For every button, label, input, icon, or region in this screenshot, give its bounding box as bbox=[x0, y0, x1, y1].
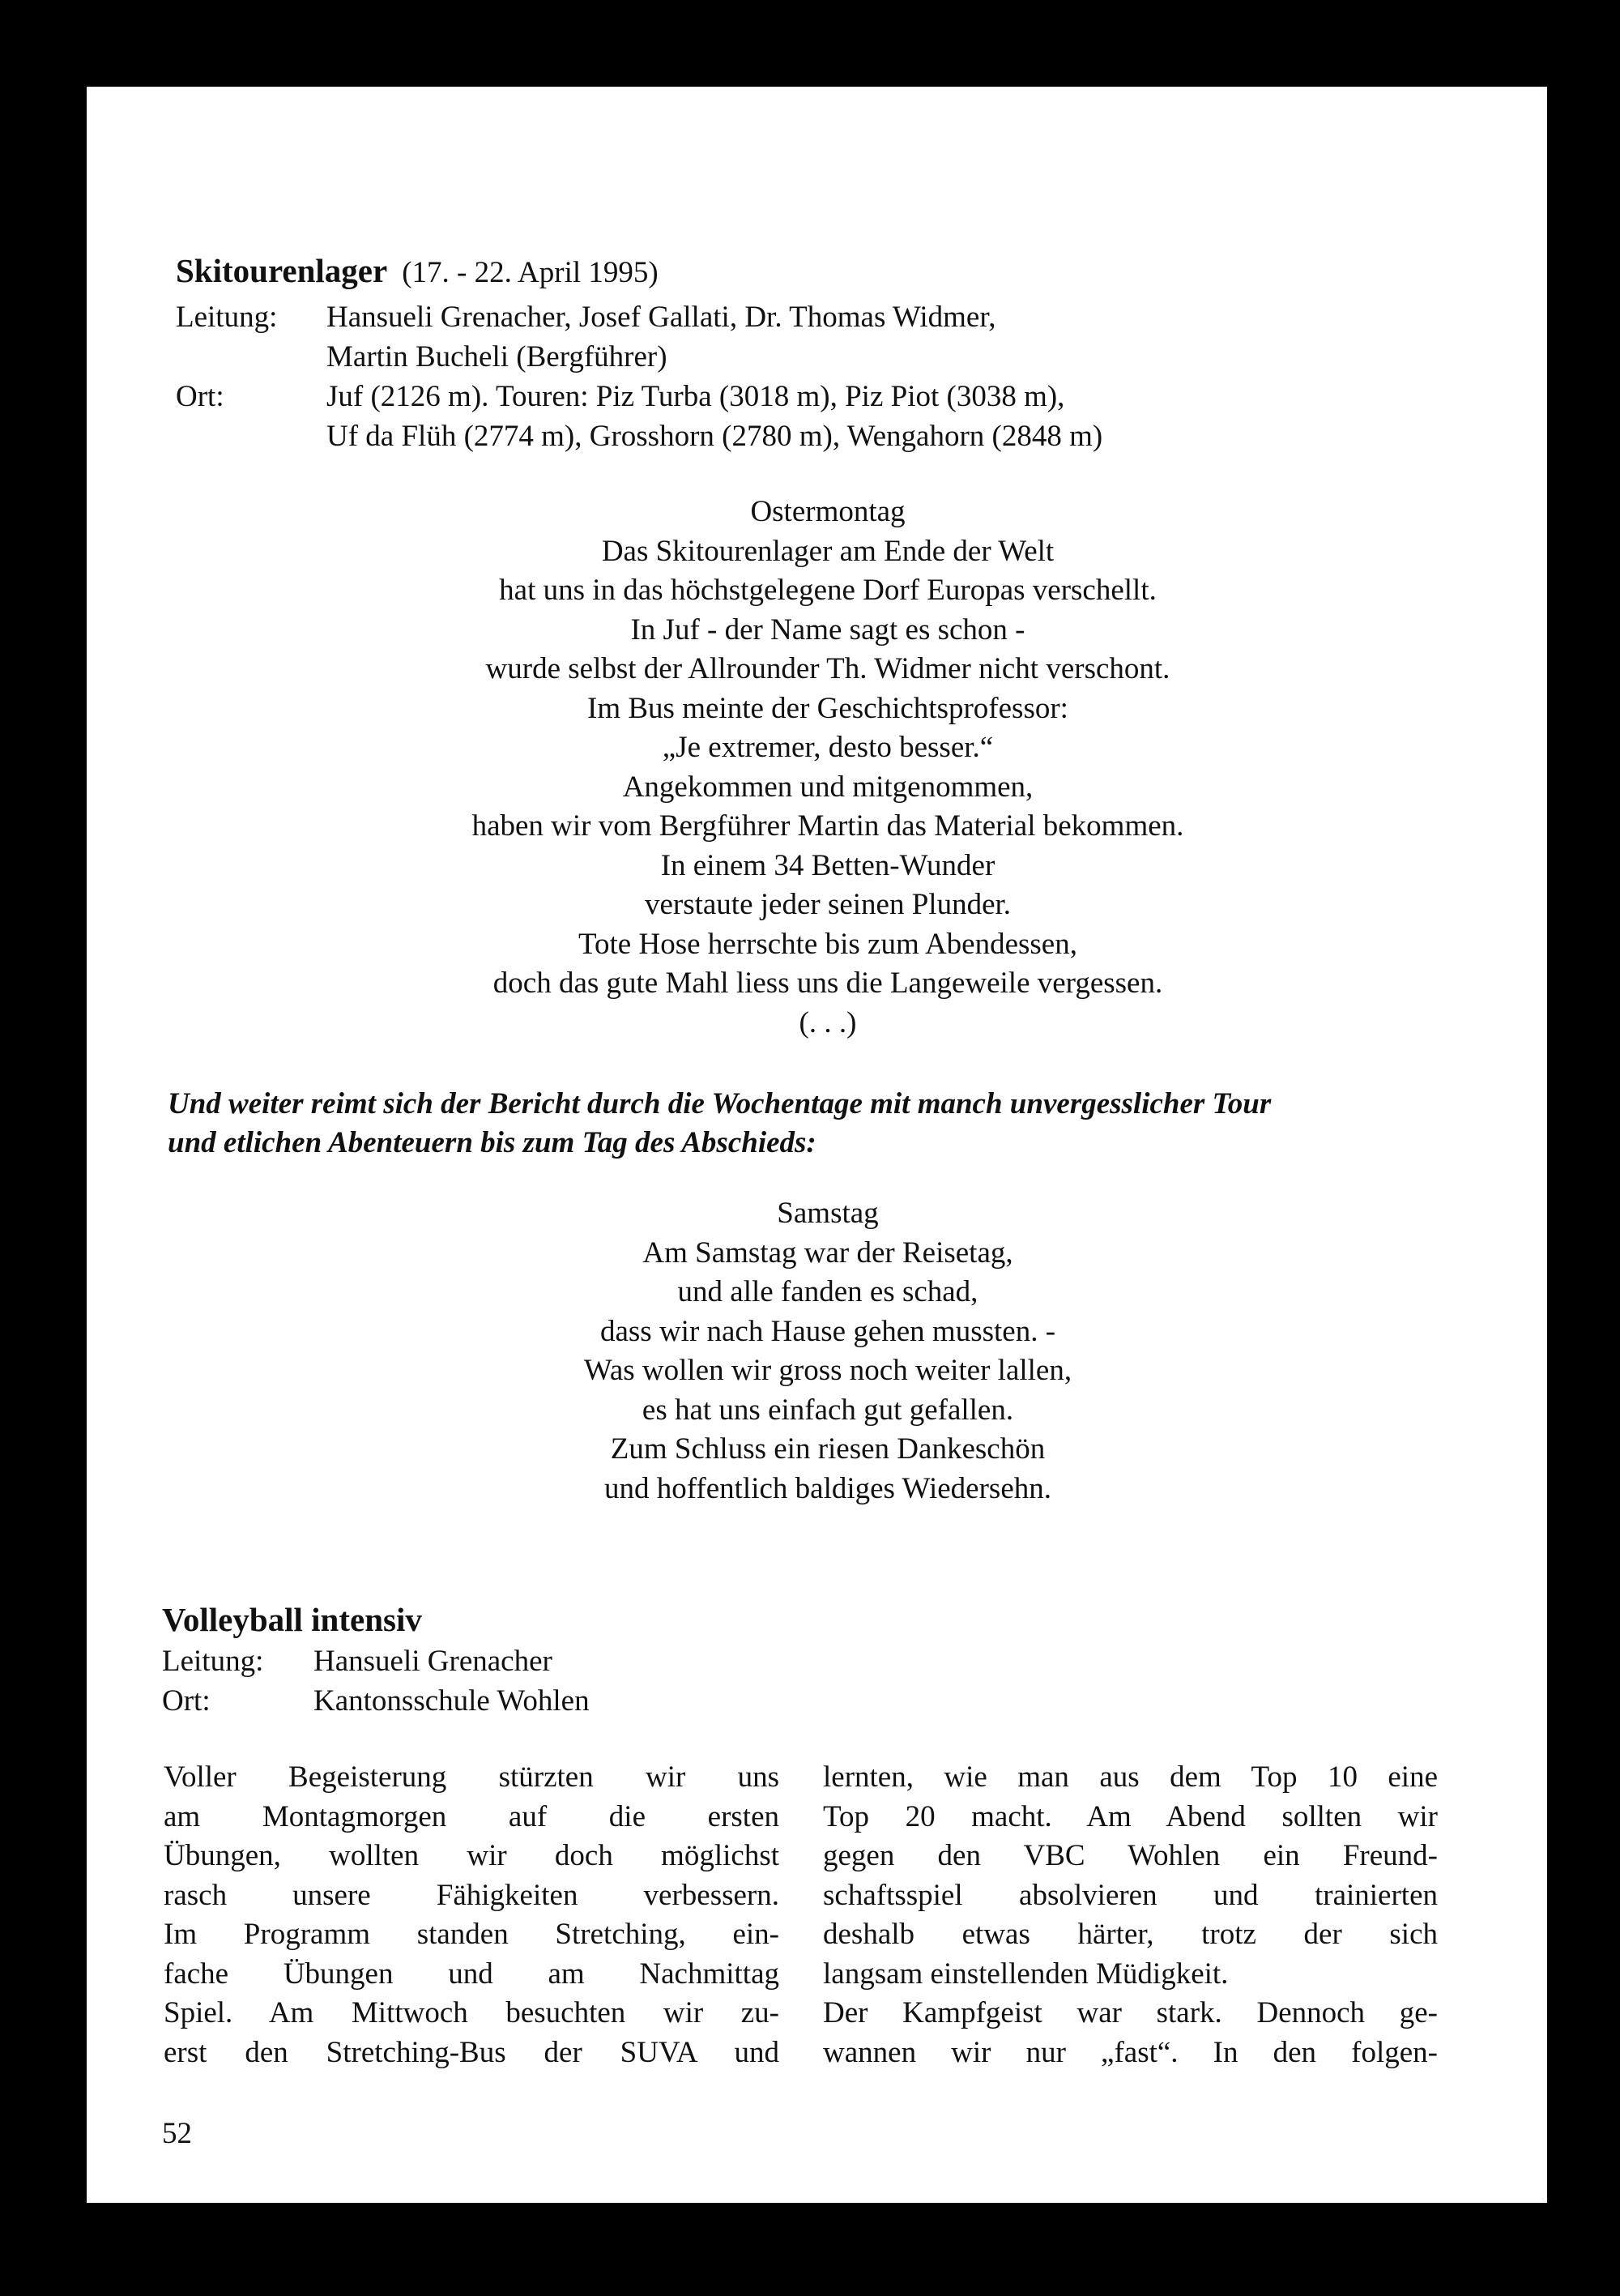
poem-line: „Je extremer, desto besser.“ bbox=[662, 731, 994, 764]
interlude-line-1: Und weiter reimt sich der Bericht durch die Wochentage mit manch unvergesslicher Tour bbox=[168, 1087, 1272, 1120]
ski-date: (17. - 22. April 1995) bbox=[402, 256, 659, 289]
page-number: 52 bbox=[162, 2117, 192, 2150]
ski-leitung-label: Leitung: bbox=[176, 301, 278, 334]
ski-ort-label: Ort: bbox=[176, 380, 224, 413]
paragraph-line: Spiel. Am Mittwoch besuchten wir zu- bbox=[164, 1996, 779, 2029]
poem-line: doch das gute Mahl liess uns die Langeweile vergessen. bbox=[492, 967, 1163, 1000]
ski-leitung-line-2: Martin Bucheli (Bergführer) bbox=[326, 340, 667, 373]
paragraph-line: fache Übungen und am Nachmittag bbox=[164, 1957, 779, 1991]
interlude-line-2: und etlichen Abenteuern bis zum Tag des Abschieds: bbox=[168, 1126, 816, 1159]
paragraph-line: rasch unsere Fähigkeiten verbessern. bbox=[164, 1878, 779, 1912]
poem-line: und hoffentlich baldiges Wiedersehn. bbox=[603, 1471, 1051, 1505]
poem-line: verstaute jeder seinen Plunder. bbox=[644, 888, 1012, 921]
ski-heading bbox=[176, 251, 659, 290]
volley-column-left bbox=[164, 1758, 779, 2072]
poem-line: dass wir nach Hause gehen mussten. - bbox=[599, 1314, 1056, 1348]
poem-line: In Juf - der Name sagt es schon - bbox=[630, 612, 1025, 647]
poem-line: Tote Hose herrschte bis zum Abendessen, bbox=[578, 927, 1077, 961]
paragraph-line: schaftsspiel absolvieren und trainierten bbox=[823, 1878, 1438, 1912]
poem-line: und alle fanden es schad, bbox=[677, 1275, 978, 1308]
volley-column-right bbox=[823, 1758, 1438, 2072]
poem-line: haben wir vom Bergführer Martin das Material bekommen. bbox=[471, 809, 1184, 843]
poem-samstag bbox=[208, 1194, 1447, 1509]
paragraph-line: Der Kampfgeist war stark. Dennoch ge- bbox=[823, 1996, 1438, 2029]
poem-line: Angekommen und mitgenommen, bbox=[622, 770, 1034, 804]
paragraph-line: gegen den VBC Wohlen ein Freund- bbox=[823, 1839, 1438, 1872]
document-page bbox=[87, 87, 1547, 2203]
ski-title: Skitourenlager bbox=[176, 252, 388, 289]
ski-leitung-line-1: Hansueli Grenacher, Josef Gallati, Dr. Thomas Widmer, bbox=[326, 301, 996, 334]
poem-ostermontag bbox=[208, 493, 1447, 1043]
ski-ort-line-2: Uf da Flüh (2774 m), Grosshorn (2780 m), Wengahorn (2848 m) bbox=[326, 420, 1103, 453]
poem-line: Samstag bbox=[777, 1197, 879, 1230]
poem-line: In einem 34 Betten-Wunder bbox=[660, 848, 995, 882]
poem-line: Was wollen wir gross noch weiter lallen, bbox=[583, 1354, 1072, 1387]
paragraph-line: wannen wir nur „fast“. In den folgen- bbox=[823, 2035, 1438, 2069]
paragraph-line: Im Programm standen Stretching, ein- bbox=[164, 1918, 779, 1951]
paragraph-line: lernten, wie man aus dem Top 10 eine bbox=[823, 1760, 1438, 1794]
volley-title: Volleyball intensiv bbox=[162, 1601, 422, 1638]
poem-line: Im Bus meinte der Geschichtsprofessor: bbox=[587, 691, 1068, 725]
poem-line: (. . .) bbox=[799, 1005, 857, 1039]
paragraph-line: Top 20 macht. Am Abend sollten wir bbox=[823, 1799, 1438, 1833]
poem-line: Zum Schluss ein riesen Dankeschön bbox=[610, 1432, 1046, 1466]
volley-ort-label: Ort: bbox=[162, 1684, 211, 1718]
volley-ort: Kantonsschule Wohlen bbox=[313, 1684, 590, 1718]
volley-leitung: Hansueli Grenacher bbox=[313, 1645, 552, 1678]
paragraph-line: langsam einstellenden Müdigkeit. bbox=[823, 1957, 1229, 1991]
poem-line: hat uns in das höchstgelegene Dorf Europas verschellt. bbox=[499, 574, 1157, 607]
paragraph-line: Übungen, wollten wir doch möglichst bbox=[164, 1839, 779, 1872]
paragraph-line: am Montagmorgen auf die ersten bbox=[164, 1799, 779, 1833]
poem-line: Ostermontag bbox=[750, 495, 906, 528]
volley-leitung-label: Leitung: bbox=[162, 1645, 264, 1678]
paragraph-line: Voller Begeisterung stürzten wir uns bbox=[164, 1760, 779, 1794]
poem-line: Das Skitourenlager am Ende der Welt bbox=[601, 534, 1055, 568]
ski-ort-line-1: Juf (2126 m). Touren: Piz Turba (3018 m), Piz Piot (3038 m), bbox=[326, 380, 1065, 413]
poem-line: Am Samstag war der Reisetag, bbox=[642, 1235, 1013, 1270]
paragraph-line: erst den Stretching-Bus der SUVA und bbox=[164, 2035, 779, 2069]
paragraph-line: deshalb etwas härter, trotz der sich bbox=[823, 1918, 1438, 1951]
poem-line: es hat uns einfach gut gefallen. bbox=[642, 1393, 1014, 1427]
poem-line: wurde selbst der Allrounder Th. Widmer nicht verschont. bbox=[485, 652, 1170, 685]
